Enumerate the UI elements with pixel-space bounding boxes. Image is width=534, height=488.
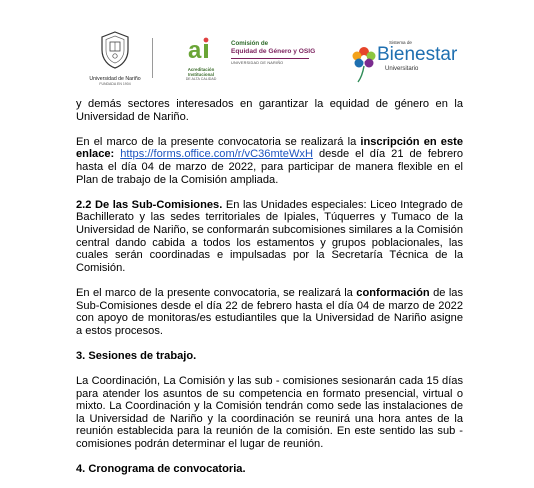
genero-line3: UNIVERSIDAD DE NARIÑO xyxy=(231,61,284,65)
comision-genero-logo xyxy=(231,40,336,65)
document-body xyxy=(76,98,463,488)
ai-mark-icon xyxy=(186,36,216,62)
udenar-logo xyxy=(80,30,150,88)
conformacion-text-start: En el marco de la presente convocatoria, se realizará la xyxy=(76,286,357,299)
inscripcion-link[interactable]: https://forms.office.com/r/vC36mteWxH xyxy=(120,148,313,161)
bienestar-bottom: Universitario xyxy=(385,66,419,72)
genero-underline xyxy=(231,58,309,59)
svg-text:a: a xyxy=(188,37,202,62)
conformacion-bold: conformación xyxy=(356,286,430,299)
genero-line2: Equidad de Género y OSIG xyxy=(231,48,316,55)
bienestar-word: Bienestar xyxy=(377,44,458,65)
bienestar-top: Sistema de xyxy=(389,40,412,45)
udenar-name: Universidad de Nariño xyxy=(89,76,141,82)
ai-line3: DE ALTA CALIDAD xyxy=(185,77,217,82)
udenar-founded: FUNDADA EN 1904 xyxy=(99,82,131,86)
udenar-crest-icon xyxy=(98,30,132,70)
inscripcion-text-start: En el marco de la presente convocatoria se realizará la xyxy=(76,135,361,148)
bienestar-flower-icon xyxy=(349,40,379,84)
paragraph-conformacion xyxy=(76,287,463,337)
acreditacion-logo xyxy=(176,36,226,88)
bienestar-logo xyxy=(349,38,469,86)
paragraph-intro: y demás sectores interesados en garantizar la equidad de género en la Universidad de Nariño. xyxy=(76,98,463,123)
genero-line1: Comisión de xyxy=(231,40,269,47)
document-header xyxy=(0,0,534,96)
inscripcion-bold: inscripción en este enlace: xyxy=(76,135,464,161)
section-heading-sesiones: 3. Sesiones de trabajo. xyxy=(76,349,197,362)
ai-line1: Acreditación xyxy=(187,67,215,72)
subcomisiones-text: En las Unidades especiales: Liceo Integrado de Bachillerato y las sedes territoriales de Ipiales, Túquerres y Tumaco de la Universidad de Nariño, se conformarán subcomisiones similares a la Comisión central dando cabida a todos los estamentos y grupos poblacionales, las cuales serán coordinadas e impulsadas por la Secretaría Técnica de la Comisión. xyxy=(76,198,463,274)
paragraph-subcomisiones xyxy=(76,199,463,275)
paragraph-inscripcion xyxy=(76,136,463,186)
inscripcion-text-end: desde el día 21 de febrero hasta el día 04 de marzo de 2022, para participar de manera flexible en el Plan de trabajo de la Comisión ampliada. xyxy=(76,148,463,186)
ai-line2: Institucional xyxy=(188,72,214,78)
paragraph-sesiones: La Coordinación, La Comisión y las sub - comisiones sesionarán cada 15 días para atender los asuntos de su competencia en formato presencial, virtual o mixto. La Coordinación y la Comisión tendrán como sede las instalaciones de la Universidad de Nariño y la coordinación se reunirá una hora antes de la reunión establecida para la reunión de la comisión. En este sentido las sub - comisiones podrán determinar el lugar de reunión. xyxy=(76,375,463,451)
section-heading-cronograma: 4. Cronograma de convocatoria. xyxy=(76,463,246,476)
conformacion-text-end: de las Sub-Comisiones desde el día 22 de febrero hasta el día 04 de marzo de 2022 con apoyo de monitoras/es estudiantiles que la Universidad de Nariño asigne a estos procesos. xyxy=(76,286,464,337)
subcomisiones-heading: 2.2 De las Sub-Comisiones. xyxy=(76,198,223,211)
header-divider xyxy=(152,38,153,78)
